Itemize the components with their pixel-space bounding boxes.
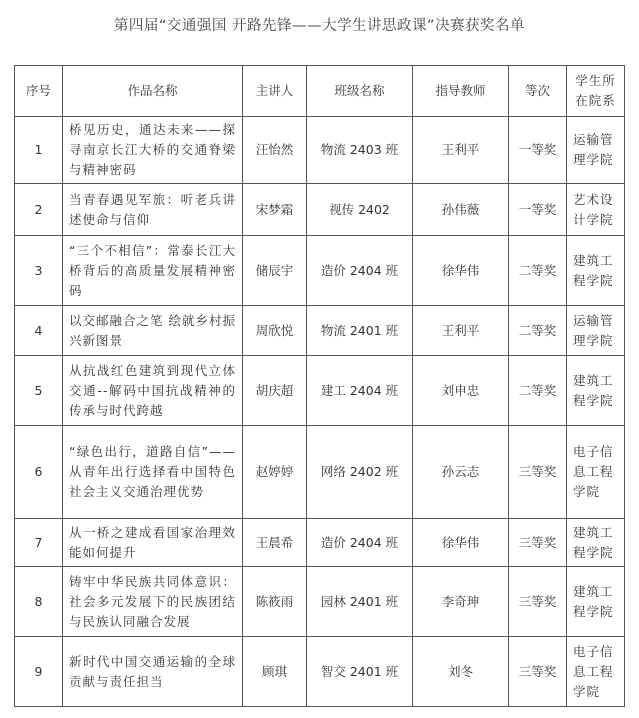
table-row — [15, 356, 625, 426]
row-speaker: 赵婷婷 — [243, 426, 307, 519]
header-dept: 学生所在院系 — [567, 66, 625, 117]
table-row — [15, 306, 625, 356]
row-class: 物流 2401 班 — [307, 306, 413, 356]
row-work: 以交邮融合之笔 绘就乡村振兴新图景 — [63, 306, 243, 356]
row-dept: 建筑工程学院 — [567, 236, 625, 306]
row-speaker: 王晨希 — [243, 519, 307, 567]
row-class: 网络 2402 班 — [307, 426, 413, 519]
row-work: 从一桥之建成看国家治理效能如何提升 — [63, 519, 243, 567]
row-dept: 建筑工程学院 — [567, 567, 625, 637]
table-row — [15, 117, 625, 184]
row-class: 造价 2404 班 — [307, 519, 413, 567]
table-row — [15, 236, 625, 306]
table-row — [15, 519, 625, 567]
row-advisor: 刘申忠 — [413, 356, 509, 426]
row-rank: 三等奖 — [509, 426, 567, 519]
table-row — [15, 637, 625, 707]
row-advisor: 王利平 — [413, 117, 509, 184]
table-row — [15, 184, 625, 236]
row-class: 园林 2401 班 — [307, 567, 413, 637]
header-rank: 等次 — [509, 66, 567, 117]
row-rank: 二等奖 — [509, 236, 567, 306]
table-header-row — [15, 66, 625, 117]
row-no: 3 — [15, 236, 63, 306]
row-no: 6 — [15, 426, 63, 519]
row-dept: 运输管理学院 — [567, 306, 625, 356]
row-advisor: 孙伟薇 — [413, 184, 509, 236]
page-title: 第四届“交通强国 开路先锋——大学生讲思政课”决赛获奖名单 — [113, 18, 526, 34]
row-work: 铸牢中华民族共同体意识：社会多元发展下的民族团结与民族认同融合发展 — [63, 567, 243, 637]
row-speaker: 周欣悦 — [243, 306, 307, 356]
row-advisor: 孙云志 — [413, 426, 509, 519]
row-rank: 二等奖 — [509, 356, 567, 426]
row-rank: 一等奖 — [509, 184, 567, 236]
row-rank: 二等奖 — [509, 306, 567, 356]
header-advisor: 指导教师 — [413, 66, 509, 117]
row-speaker: 宋梦霜 — [243, 184, 307, 236]
row-dept: 建筑工程学院 — [567, 356, 625, 426]
row-no: 1 — [15, 117, 63, 184]
table-row — [15, 426, 625, 519]
row-no: 5 — [15, 356, 63, 426]
row-rank: 一等奖 — [509, 117, 567, 184]
header-no: 序号 — [15, 66, 63, 117]
row-no: 9 — [15, 637, 63, 707]
row-speaker: 储辰宇 — [243, 236, 307, 306]
header-class: 班级名称 — [307, 66, 413, 117]
row-no: 2 — [15, 184, 63, 236]
row-class: 建工 2404 班 — [307, 356, 413, 426]
row-work: 新时代中国交通运输的全球贡献与责任担当 — [63, 637, 243, 707]
row-rank: 三等奖 — [509, 519, 567, 567]
award-table — [14, 65, 625, 707]
row-class: 物流 2403 班 — [307, 117, 413, 184]
row-speaker: 陈筱雨 — [243, 567, 307, 637]
row-work: 当青春遇见军旅：听老兵讲述使命与信仰 — [63, 184, 243, 236]
row-rank: 三等奖 — [509, 567, 567, 637]
row-advisor: 徐华伟 — [413, 236, 509, 306]
row-advisor: 李奇珅 — [413, 567, 509, 637]
row-speaker: 汪怡然 — [243, 117, 307, 184]
row-dept: 建筑工程学院 — [567, 519, 625, 567]
row-work: “绿色出行，道路自信”——从青年出行选择看中国特色社会主义交通治理优势 — [63, 426, 243, 519]
row-dept: 电子信息工程学院 — [567, 426, 625, 519]
row-no: 4 — [15, 306, 63, 356]
row-class: 视传 2402 — [307, 184, 413, 236]
row-advisor: 刘冬 — [413, 637, 509, 707]
row-class: 智交 2401 班 — [307, 637, 413, 707]
header-work: 作品名称 — [63, 66, 243, 117]
row-dept: 电子信息工程学院 — [567, 637, 625, 707]
row-dept: 运输管理学院 — [567, 117, 625, 184]
row-speaker: 胡庆超 — [243, 356, 307, 426]
row-speaker: 顾琪 — [243, 637, 307, 707]
row-work: 桥见历史，通达未来——探寻南京长江大桥的交通脊梁与精神密码 — [63, 117, 243, 184]
row-advisor: 王利平 — [413, 306, 509, 356]
header-speaker: 主讲人 — [243, 66, 307, 117]
row-advisor: 徐华伟 — [413, 519, 509, 567]
row-dept: 艺术设计学院 — [567, 184, 625, 236]
row-no: 7 — [15, 519, 63, 567]
row-no: 8 — [15, 567, 63, 637]
table-row — [15, 567, 625, 637]
row-work: 从抗战红色建筑到现代立体交通--解码中国抗战精神的传承与时代跨越 — [63, 356, 243, 426]
row-rank: 三等奖 — [509, 637, 567, 707]
row-class: 造价 2404 班 — [307, 236, 413, 306]
row-work: “三个不相信”：常泰长江大桥背后的高质量发展精神密码 — [63, 236, 243, 306]
